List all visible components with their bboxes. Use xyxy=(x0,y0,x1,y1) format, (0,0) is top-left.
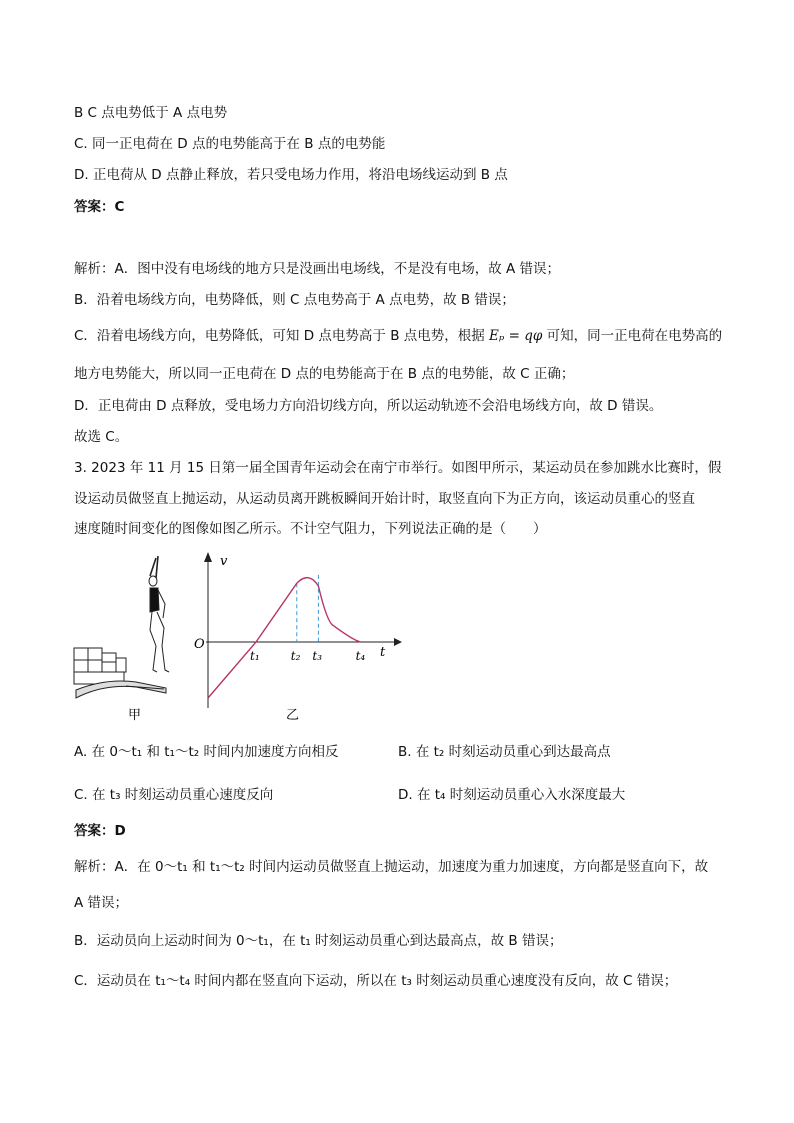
solution-q2-b: B．沿着电场线方向，电势降低，则 C 点电势高于 A 点电势，故 B 错误； xyxy=(74,292,515,308)
solution-q2-c1-post: 可知，同一正电荷在电势高的 xyxy=(546,328,723,344)
option-c: C. 在 t₃ 时刻运动员重心速度反向 xyxy=(74,787,274,803)
option-d: D. 在 t₄ 时刻运动员重心入水深度最大 xyxy=(398,787,626,803)
tick-label-t2: t₂ xyxy=(290,649,301,663)
tick-label-t4: t₄ xyxy=(355,649,366,663)
solution-q3-c: C．运动员在 t₁～t₄ 时间内都在竖直向下运动，所以在 t₃ 时刻运动员重心速度没有反向，故 C 错误； xyxy=(74,973,678,989)
solution-q2-c1 xyxy=(74,327,722,345)
x-axis-arrow xyxy=(394,638,402,646)
solution-q2-d: D．正电荷由 D 点释放，受电场力方向沿切线方向，所以运动轨迹不会沿电场线方向，故 D 错误。 xyxy=(74,398,663,414)
solution-q2-c1-pre: C．沿着电场线方向，电势降低，可知 D 点电势高于 B 点电势，根据 xyxy=(74,328,485,344)
tick-label-t1: t₁ xyxy=(250,649,260,663)
figure-caption-right: 乙 xyxy=(286,708,300,723)
axis-label-t: t xyxy=(380,645,386,660)
velocity-curve xyxy=(208,578,362,698)
option-b-prev: B C 点电势低于 A 点电势 xyxy=(74,105,228,121)
axis-label-v: v xyxy=(220,554,228,569)
question-3-line-2: 设运动员做竖直上抛运动，从运动员离开跳板瞬间开始计时，取竖直向下为正方向，该运动员重心的竖直 xyxy=(74,491,695,507)
option-a: A. 在 0～t₁ 和 t₁～t₂ 时间内加速度方向相反 xyxy=(74,744,339,760)
solution-q2-c2: 地方电势能大，所以同一正电荷在 D 点的电势能高于在 B 点的电势能，故 C 正确； xyxy=(74,366,575,382)
energy-formula: Eₚ = qφ xyxy=(489,328,543,344)
origin-label: O xyxy=(194,637,205,652)
option-b: B. 在 t₂ 时刻运动员重心到达最高点 xyxy=(398,744,611,760)
solution-q3-b: B．运动员向上运动时间为 0～t₁，在 t₁ 时刻运动员重心到达最高点，故 B 错误； xyxy=(74,933,563,949)
solution-q2-end: 故选 C。 xyxy=(74,429,129,445)
figure-caption-left: 甲 xyxy=(128,708,142,723)
y-axis-arrow xyxy=(204,552,212,562)
question-3-line-1: 3. 2023 年 11 月 15 日第一届全国青年运动会在南宁市举行。如图甲所示，某运动员在参加跳水比赛时，假 xyxy=(74,460,722,476)
solution-q2-a: 解析：A．图中没有电场线的地方只是没画出电场线，不是没有电场，故 A 错误； xyxy=(74,261,561,277)
question-3-figure xyxy=(66,548,406,726)
answer-q3: 答案：D xyxy=(74,823,126,839)
tick-label-t3: t₃ xyxy=(312,649,323,663)
solution-q3-a2: A 错误； xyxy=(74,895,129,911)
diver-illustration xyxy=(74,556,169,698)
question-3-line-3: 速度随时间变化的图像如图乙所示。不计空气阻力，下列说法正确的是（ ） xyxy=(74,521,547,537)
option-d-prev: D. 正电荷从 D 点静止释放，若只受电场力作用，将沿电场线运动到 B 点 xyxy=(74,167,508,183)
vt-graph xyxy=(194,552,402,708)
solution-q3-a1: 解析：A．在 0～t₁ 和 t₁～t₂ 时间内运动员做竖直上抛运动，加速度为重力加速度，方向都是竖直向下，故 xyxy=(74,859,709,875)
option-c-prev: C. 同一正电荷在 D 点的电势能高于在 B 点的电势能 xyxy=(74,136,386,152)
answer-q2: 答案：C xyxy=(74,199,125,215)
